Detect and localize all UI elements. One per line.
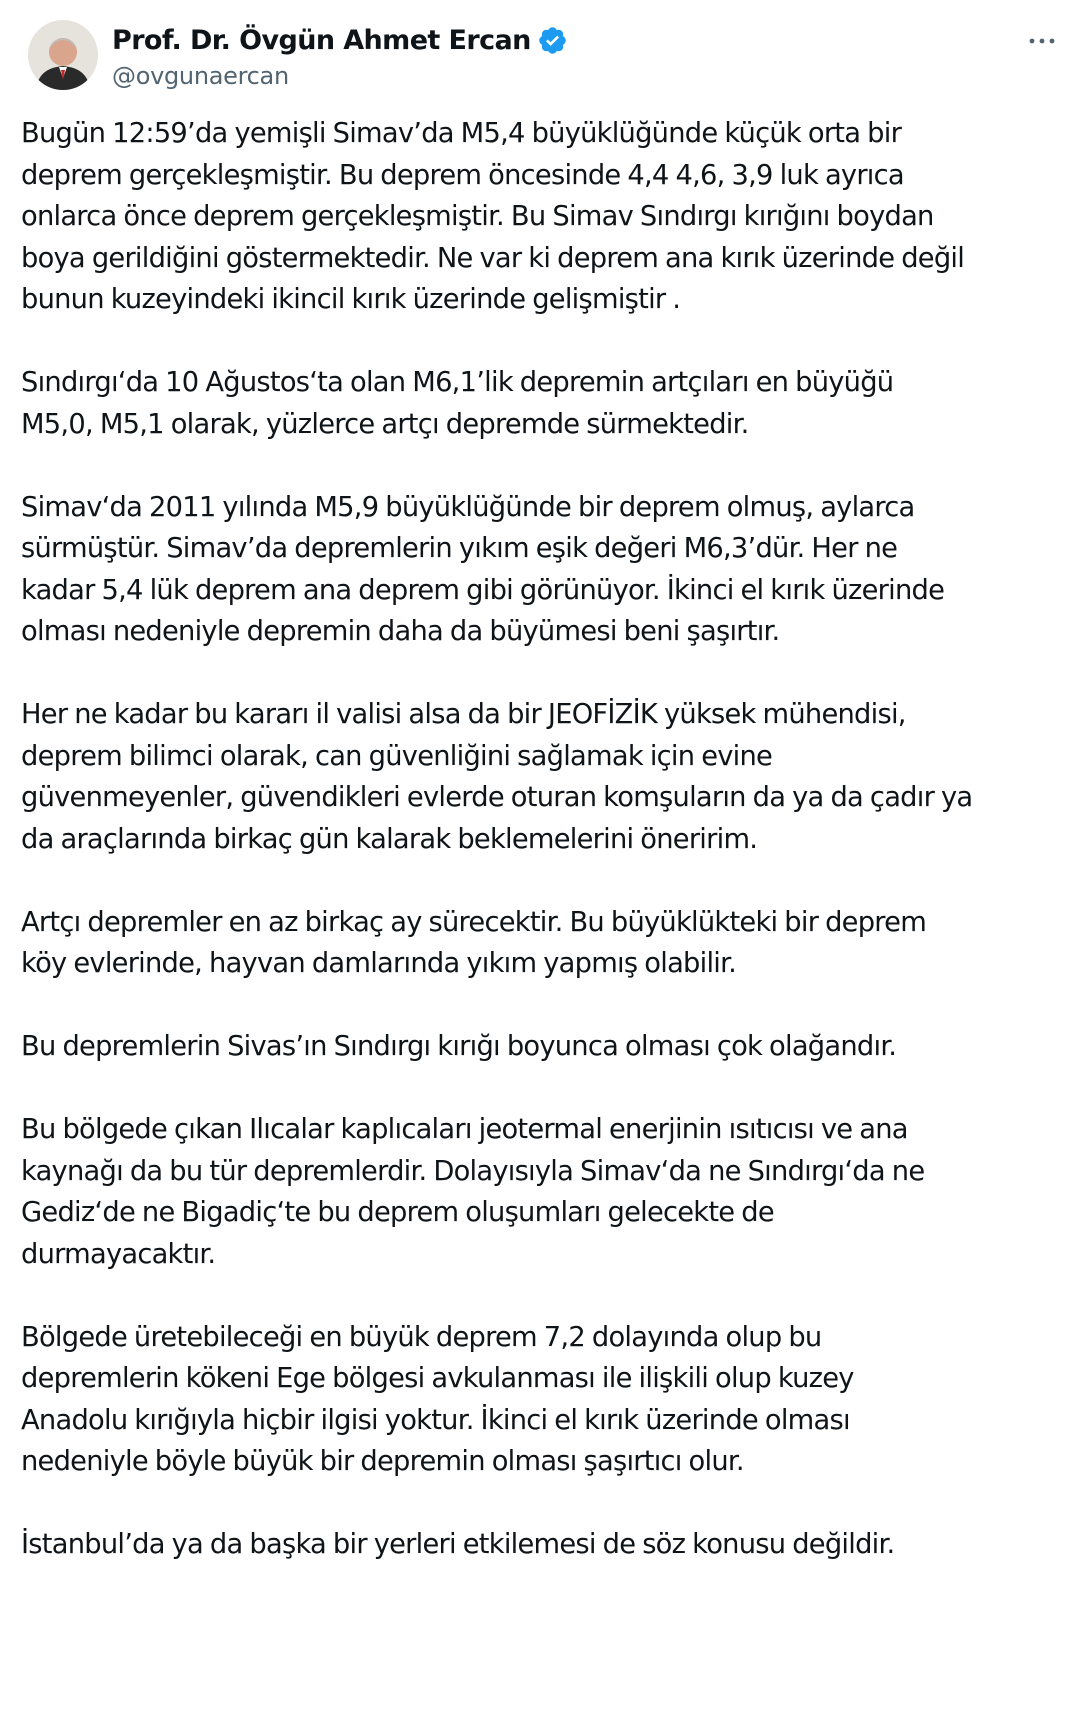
tweet-line: kadar 5,4 lük deprem ana deprem gibi görünüyor. İkinci el kırık üzerinde (21, 574, 945, 606)
tweet-paragraph-4 (21, 694, 1080, 860)
tweet-paragraph-5 (21, 902, 1080, 985)
tweet-line: köy evlerinde, hayvan damlarında yıkım yapmış olabilir. (21, 948, 737, 979)
tweet-line: Simav‘da 2011 yılında M5,9 büyüklüğünde bir deprem olmuş, aylarca (21, 491, 915, 523)
tweet-line: kaynağı da bu tür depremlerdir. Dolayısıyla Simav‘da ne Sındırgı‘da ne (21, 1155, 925, 1187)
tweet-line: da araçlarında birkaç gün kalarak beklemelerini öneririm. (21, 823, 758, 855)
tweet-line: Sındırgı‘da 10 Ağustos‘ta olan M6,1’lik depremin artçıları en büyüğü (21, 367, 894, 398)
tweet-paragraph-7 (21, 1109, 1080, 1275)
tweet-line: boya gerildiğini göstermektedir. Ne var ki deprem ana kırık üzerinde değil (21, 242, 965, 274)
tweet-line: sürmüştür. Simav’da depremlerin yıkım eşik değeri M6,3’dür. Her ne (21, 533, 898, 564)
tweet-line: Artçı depremler en az birkaç ay sürecektir. Bu büyüklükteki bir deprem (21, 906, 927, 938)
tweet-line: Anadolu kırığıyla hiçbir ilgisi yoktur. İkinci el kırık üzerinde olması (21, 1404, 850, 1436)
tweet-line: Bugün 12:59’da yemişli Simav’da M5,4 büyüklüğünde küçük orta bir (21, 118, 902, 149)
author-name-row (112, 20, 568, 60)
tweet-line: olması nedeniyle depremin daha da büyümesi beni şaşırtır. (21, 616, 780, 647)
tweet-line: Bu bölgede çıkan Ilıcalar kaplıcaları jeotermal enerjinin ısıtıcısı ve ana (21, 1114, 908, 1145)
author-display-name[interactable]: Prof. Dr. Övgün Ahmet Ercan (112, 24, 531, 56)
tweet-paragraph-3 (21, 487, 1080, 653)
avatar[interactable] (28, 20, 98, 90)
verified-badge-icon (537, 25, 568, 56)
tweet-line: depremlerin kökeni Ege bölgesi avkulanması ile ilişkili olup kuzey (21, 1363, 854, 1394)
tweet-line: Bu depremlerin Sivas’ın Sındırgı kırığı boyunca olması çok olağandır. (21, 1031, 897, 1062)
tweet-paragraph-8 (21, 1317, 1080, 1483)
tweet-paragraph-1 (21, 113, 1080, 321)
tweet-line: İstanbul’da ya da başka bir yerleri etkilemesi de söz konusu değildir. (21, 1529, 895, 1560)
tweet-line: deprem bilimci olarak, can güvenliğini sağlamak için evine (21, 740, 773, 772)
tweet-paragraph-6 (21, 1026, 1080, 1068)
tweet-line: Her ne kadar bu kararı il valisi alsa da bir JEOFİZİK yüksek mühendisi, (21, 699, 906, 730)
more-dots-icon[interactable] (1024, 26, 1060, 56)
tweet-paragraph-2 (21, 362, 1080, 445)
tweet-text (21, 113, 1080, 1607)
tweet-paragraph-9 (21, 1524, 1080, 1566)
tweet-line: onlarca önce deprem gerçekleşmiştir. Bu Simav Sındırgı kırığını boydan (21, 201, 934, 232)
tweet-line: durmayacaktır. (21, 1238, 216, 1270)
tweet-line: bunun kuzeyindeki ikincil kırık üzerinde gelişmiştir . (21, 284, 681, 315)
tweet-line: güvenmeyenler, güvendikleri evlerde oturan komşuların da ya da çadır ya (21, 782, 973, 813)
tweet-line: M5,0, M5,1 olarak, yüzlerce artçı depremde sürmektedir. (21, 408, 749, 440)
author-handle[interactable]: @ovgunaercan (112, 62, 289, 90)
tweet-line: Gediz‘de ne Bigadiç‘te bu deprem oluşumları gelecekte de (21, 1197, 774, 1228)
tweet-line: nedeniyle böyle büyük bir depremin olması şaşırtıcı olur. (21, 1446, 744, 1477)
tweet-line: Bölgede üretebileceği en büyük deprem 7,2 dolayında olup bu (21, 1321, 822, 1353)
tweet-header (0, 0, 1080, 110)
tweet-line: deprem gerçekleşmiştir. Bu deprem öncesinde 4,4 4,6, 3,9 luk ayrıca (21, 159, 904, 191)
